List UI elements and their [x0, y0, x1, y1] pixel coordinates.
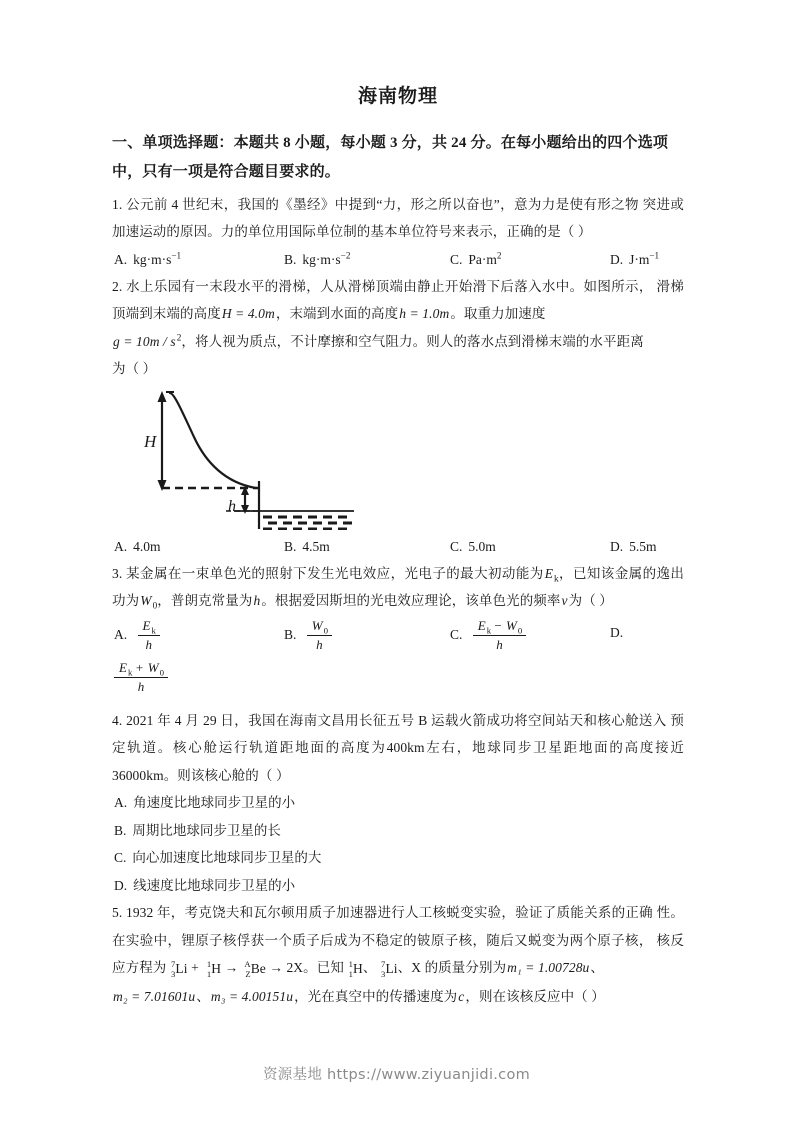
question-5-line-3a: 核反应方程为 — [112, 932, 684, 976]
question-4-stem — [112, 707, 684, 790]
question-3-W0: W — [140, 593, 152, 609]
option-3-d-fraction[interactable] — [114, 660, 168, 695]
option-3-c-fraction — [473, 618, 526, 653]
question-5-number: 5. — [112, 905, 123, 921]
question-2-line-1: 水上乐园有一末段水平的滑梯，人从滑梯顶端由静止开始滑下后落入水中。如图所示， — [126, 278, 653, 294]
option-3-c[interactable]: C. $\frac{E_k - W_0}{h}$ — [450, 619, 527, 654]
question-2-line-3b: ，将人视为质点，不计摩擦和空气阻力。则人的落水点到滑梯末端的水平距离 — [181, 333, 644, 349]
water-hatching — [263, 517, 354, 529]
question-1-line-2: 突进或加速运动的原因。力的单位用国际单位制的基本单位符号来表示，正确的是（ ） — [112, 196, 684, 240]
question-1-line-1: 公元前 4 世纪末，我国的《墨经》中提到“力，形之所以奋也”，意为力是使有形之物 — [126, 196, 639, 212]
option-3-b[interactable]: B. $\frac{W_0}{h}$ — [284, 619, 333, 654]
option-4-b[interactable]: B. 周期比地球同步卫星的长 — [114, 822, 281, 838]
question-5-line-3b: 。已知 — [303, 960, 344, 976]
option-1-c[interactable]: C. $Pa\cdot m^2$ — [450, 250, 502, 267]
question-2-number: 2. — [112, 278, 123, 294]
question-5-sep-3: 、 — [196, 988, 210, 1004]
option-1-d[interactable]: D. $J\cdot m^{-1}$ — [610, 250, 660, 267]
question-1-stem — [112, 191, 684, 246]
page-title: 海南物理 — [357, 86, 438, 107]
question-4-number: 4. — [112, 712, 123, 728]
option-3-d[interactable]: D. — [610, 624, 624, 640]
option-3-c-numerator: $E_k - W_0$ — [473, 618, 526, 636]
question-2-g-value: g = 10m / s — [113, 333, 176, 349]
question-3-line-2a: 逸出功为 — [112, 565, 685, 609]
question-3-h-symbol: h — [253, 593, 261, 609]
height-H-label: H — [144, 431, 157, 451]
question-2-line-2c: 。取重力加速度 — [450, 306, 546, 322]
question-5-line-3d: 、X 的质量分别为 — [397, 960, 507, 976]
question-5-stem-cont — [112, 983, 684, 1011]
question-3-Ek: E — [544, 565, 554, 581]
question-4-line-2b: 左右，地球同步卫星距地面的高度接近 — [424, 740, 684, 756]
question-3-line-2b: ，普朗克常量为 — [157, 593, 253, 609]
question-2-figure-container — [112, 385, 684, 533]
height-H-arrowhead-top — [158, 391, 167, 402]
question-2-line-2b: ，末端到水面的高度 — [275, 306, 399, 322]
nuclide-lithium-eq: 7 3 Li — [171, 958, 188, 979]
question-2-h-value: h = 1.0m — [399, 306, 450, 322]
question-3-W0-sub: 0 — [152, 600, 158, 611]
question-3-Ek-sub: k — [554, 573, 559, 584]
option-1-b[interactable]: B. $kg\cdot m\cdot s^{-2}$ — [284, 250, 351, 267]
option-1-a[interactable]: A. $kg\cdot m\cdot s^{-1}$ — [114, 250, 182, 267]
option-3-c-denominator: h — [496, 636, 503, 652]
question-4-line-1: 2021 年 4 月 29 日，我国在海南文昌用长征五号 B 运载火箭成功将空间站天和核心舱送入 — [126, 712, 667, 728]
question-4-altitude-geo: 36000km — [112, 767, 164, 783]
question-4-options — [112, 789, 684, 899]
question-5-line-4d: ，则在该核反应中（ ） — [465, 988, 605, 1004]
option-2-b[interactable]: B. 4.5m — [284, 538, 330, 554]
height-H-arrowhead-bottom — [158, 480, 167, 491]
question-2-stem-cont — [112, 328, 684, 356]
option-3-d-numerator: $E_k + W_0$ — [114, 660, 168, 678]
question-2-stem — [112, 273, 684, 328]
question-5-line-4b: ，光在真空中的传播速度为 — [294, 988, 458, 1004]
option-4-d[interactable]: D. 线速度比地球同步卫星的小 — [114, 877, 296, 893]
nuclide-lithium-mass: 7 3 Li — [381, 958, 398, 979]
option-3-b-fraction — [307, 618, 332, 653]
option-3-b-numerator: $W_0$ — [307, 618, 332, 636]
question-2-H-value: H = 4.0m — [221, 306, 275, 322]
question-5-m1: m₁ = 1.00728u — [507, 960, 590, 976]
nuclide-beryllium-eq: A Z Be — [244, 958, 266, 979]
question-5-line-1: 1932 年，考克饶夫和瓦尔顿用质子加速器进行人工核蜕变实验，验证了质能关系的正确 — [125, 905, 653, 921]
document-content — [112, 86, 684, 1010]
option-3-a-fraction — [138, 618, 160, 653]
question-2-g-exponent: 2 — [176, 332, 182, 343]
option-3-b-denominator: h — [316, 636, 323, 652]
question-2-line-4: 为（ ） — [112, 361, 157, 377]
question-5-line-2: 性。在实验中，锂原子核俘获一个质子后成为不稳定的铍原子核，随后又蜕变为两个原子核， — [112, 905, 684, 948]
option-3-a-numerator: $E_k$ — [138, 618, 160, 636]
option-3-a-denominator: h — [145, 636, 152, 652]
question-1-number: 1. — [112, 196, 123, 212]
question-3-options — [112, 615, 684, 661]
option-3-a[interactable]: A. $\frac{E_k}{h}$ — [114, 619, 161, 654]
question-3-stem — [112, 560, 684, 615]
question-3-line-1b: ，已知该金属的 — [558, 565, 657, 581]
question-5-sep-1: 、 — [362, 960, 377, 976]
slide-curve — [170, 393, 256, 488]
footer-watermark: 资源基地 https://www.ziyuanjidi.com — [262, 1067, 531, 1083]
question-3-option-d-fraction-row — [112, 661, 684, 707]
question-5-m3: m₃ = 4.00151u — [210, 988, 294, 1004]
option-2-d[interactable]: D. 5.5m — [610, 538, 657, 554]
option-4-a[interactable]: A. 角速度比地球同步卫星的小 — [114, 795, 296, 811]
question-5-stem: 5. 1932 年，考克饶夫和瓦尔顿用质子加速器进行人工核蜕变实验，验证了质能关系的正确 性。在实验中，锂原子核俘获一个质子后成为不稳定的铍原子核，随后又蜕变为两个原子核， 核反应方程为 7 3 Li + 1 1 H → A Z Be → 2X。已知 1 1 H、 7 3 Li、X 的质量分别为m₁ = 1.00728u、 — [112, 899, 684, 983]
height-h-label: h — [228, 497, 236, 515]
question-4-line-2a: 预定轨道。核心舱运行轨道距地面的高度为 — [112, 712, 685, 756]
question-4-altitude-core: 400km — [386, 740, 425, 756]
question-3-line-2d: 为（ ） — [568, 593, 613, 609]
section-heading: 一、单项选择题：本题共 8 小题，每小题 3 分，共 24 分。在每小题给出的四个选项中，只有一项是符合题目要求的。 — [112, 134, 669, 180]
question-4-line-3b: 。则该核心舱的（ ） — [163, 767, 290, 783]
question-3-number: 3. — [112, 565, 123, 581]
nuclide-hydrogen-mass: 1 1 H — [348, 958, 363, 979]
height-h-arrowhead-bottom — [241, 505, 249, 514]
question-1-options — [112, 246, 684, 273]
option-2-c[interactable]: C. 5.0m — [450, 538, 496, 554]
water-slide-diagram — [122, 385, 372, 530]
question-5-c-symbol: c — [458, 988, 465, 1004]
option-3-d-denominator: h — [137, 678, 145, 694]
question-3-line-1a: 某金属在一束单色光的照射下发生光电效应，光电子的最大初动能为 — [126, 565, 544, 581]
question-5-m2: m₂ = 7.01601u — [113, 988, 196, 1004]
option-2-a[interactable]: A. 4.0m — [114, 538, 161, 554]
question-5-sep-2: 、 — [590, 960, 605, 976]
question-2-line-2a: 滑梯顶端到末端的高度 — [112, 278, 685, 322]
option-4-c[interactable]: C. 向心加速度比地球同步卫星的大 — [114, 850, 322, 866]
question-2-options — [112, 533, 684, 560]
question-3-line-2c: 。根据爱因斯坦的光电效应理论，该单色光的频率 — [261, 593, 561, 609]
question-3-nu-symbol: ν — [561, 593, 568, 609]
nuclide-hydrogen-eq: 1 1 H — [206, 958, 222, 979]
